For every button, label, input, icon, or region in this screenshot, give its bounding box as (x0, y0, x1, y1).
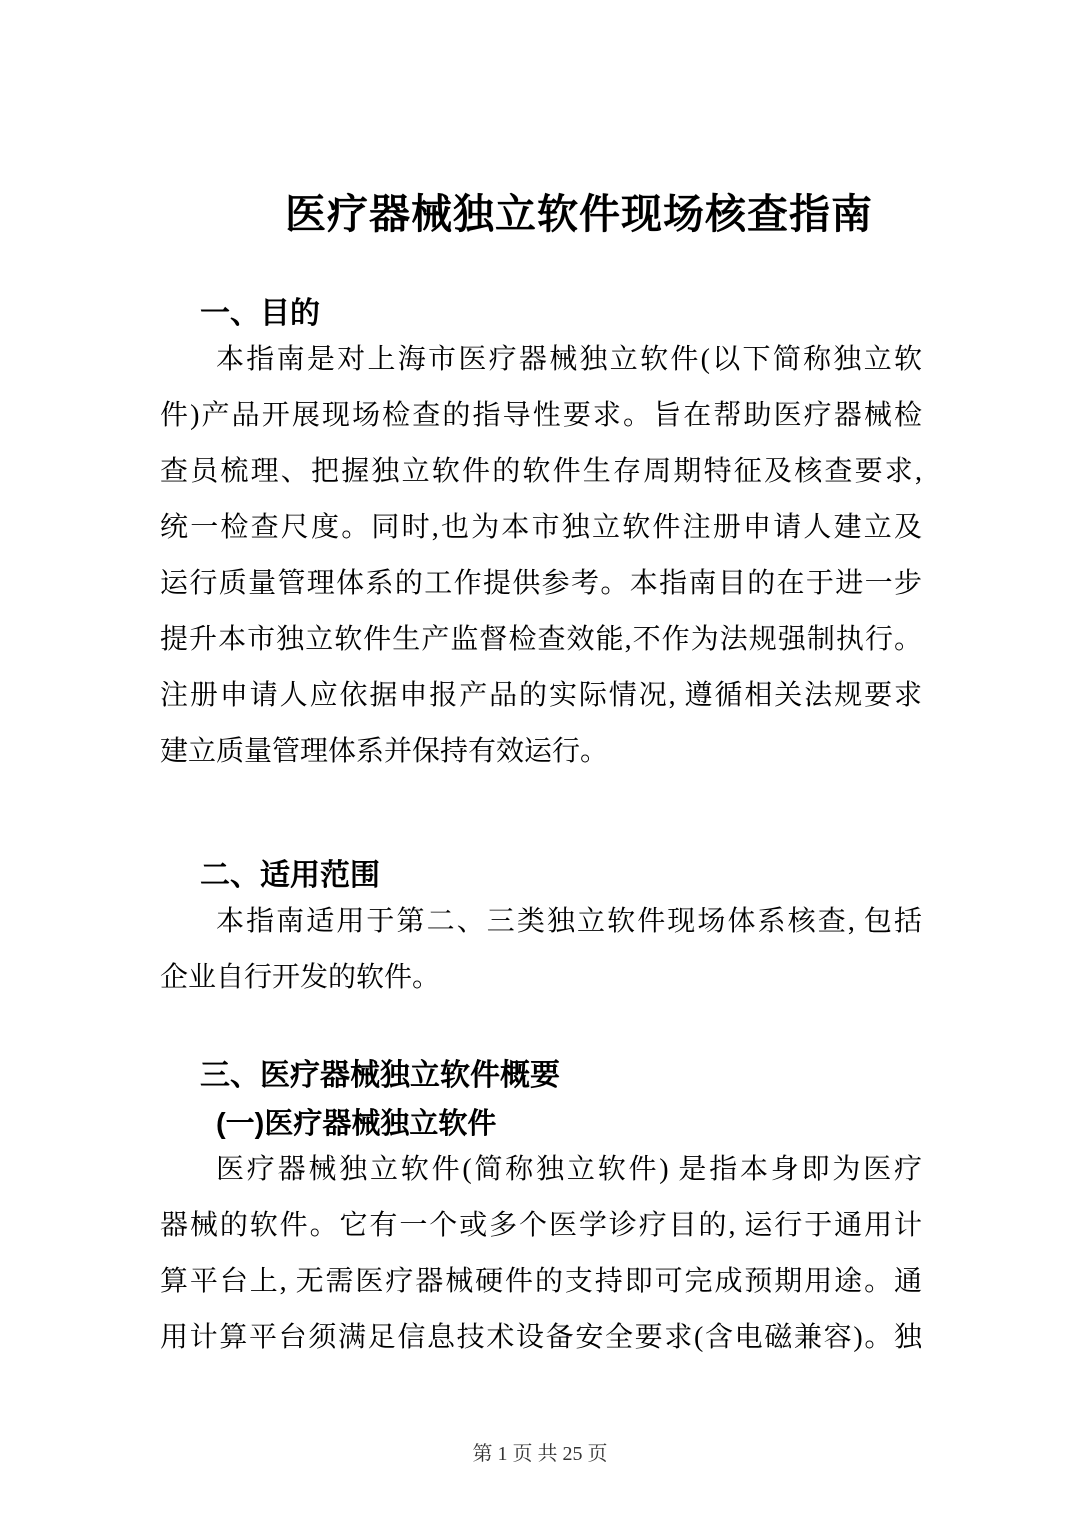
paragraph-line: 建立质量管理体系并保持有效运行。 (160, 736, 609, 767)
section-heading-overview: 三、医疗器械独立软件概要 (200, 1059, 560, 1092)
paragraph-line: 器械的软件。它有一个或多个医学诊疗目的, 运行于通用计 (160, 1210, 922, 1241)
page-number-footer: 第 1 页 共 25 页 (472, 1443, 608, 1465)
paragraph-line: 运行质量管理体系的工作提供参考。本指南目的在于进一步 (160, 568, 922, 599)
paragraph-line: 用计算平台须满足信息技术设备安全要求(含电磁兼容)。独 (160, 1322, 922, 1353)
paragraph-line: 医疗器械独立软件(简称独立软件) 是指本身即为医疗 (216, 1154, 922, 1185)
paragraph-line: 本指南是对上海市医疗器械独立软件(以下简称独立软 (216, 344, 922, 375)
paragraph-line: 统一检查尺度。同时,也为本市独立软件注册申请人建立及 (160, 512, 922, 543)
paragraph-line: 本指南适用于第二、三类独立软件现场体系核查, 包括 (216, 906, 922, 937)
paragraph-line: 查员梳理、把握独立软件的软件生存周期特征及核查要求, (160, 456, 922, 487)
paragraph-line: 注册申请人应依据申报产品的实际情况, 遵循相关法规要求 (160, 680, 922, 711)
paragraph-line: 算平台上, 无需医疗器械硬件的支持即可完成预期用途。通 (160, 1266, 922, 1297)
section-heading-purpose: 一、目的 (200, 297, 320, 330)
paragraph-line: 提升本市独立软件生产监督检查效能,不作为法规强制执行。 (160, 624, 922, 655)
paragraph-line: 企业自行开发的软件。 (160, 962, 441, 993)
section-heading-scope: 二、适用范围 (200, 859, 380, 892)
section-overview-paragraph (160, 1142, 922, 1366)
section-scope-paragraph (160, 894, 922, 1006)
document-title: 医疗器械独立软件现场核查指南 (285, 191, 873, 237)
section-purpose-paragraph (160, 332, 922, 780)
subsection-heading-standalone-software: (一)医疗器械独立软件 (216, 1108, 497, 1140)
paragraph-line: 件)产品开展现场检查的指导性要求。旨在帮助医疗器械检 (160, 400, 922, 431)
